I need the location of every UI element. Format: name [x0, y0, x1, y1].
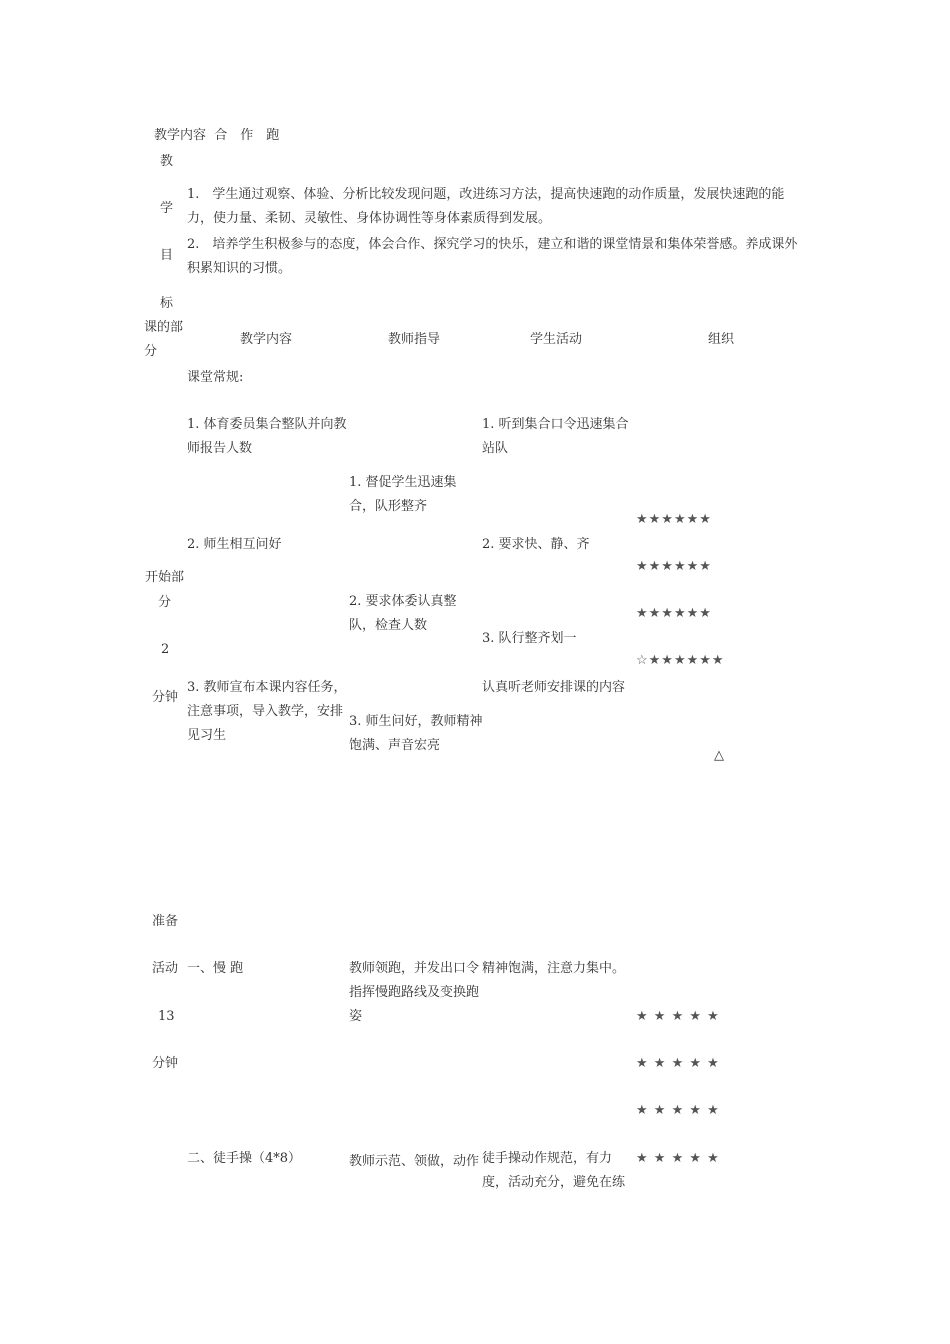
goal-1: 1. 学生通过观察、体验、分析比较发现问题，改进练习方法，提高快速跑的动作质量，发展快速跑的能力，使力量、柔韧、灵敏性、身体协调性等身体素质得到发展。 [187, 187, 785, 226]
goal-label-3: 目 [160, 248, 174, 263]
triangle-marker: △ [714, 748, 724, 763]
title-label: 教学内容 [154, 128, 207, 143]
prep-student-1: 精神饱满，注意力集中。 [482, 961, 626, 976]
start-part-unit: 分钟 [152, 690, 179, 705]
prep-part-label: 准备 [152, 914, 179, 929]
goal-label-2: 学 [160, 201, 174, 216]
prep-part-label: 活动 [152, 961, 179, 976]
start-student-3: 3. 队行整齐划一 [482, 631, 577, 646]
formation-row: ★ ★ ★ ★ ★ [636, 1151, 720, 1166]
prep-teacher-1: 教师领跑，并发出口令指挥慢跑路线及变换跑姿 [349, 961, 480, 1024]
prep-item-2: 二、徒手操（4*8） [187, 1151, 302, 1166]
header-part: 课的部分 [144, 320, 184, 359]
formation-row: ★ ★ ★ ★ ★ [636, 1056, 720, 1071]
header-org: 组织 [708, 332, 735, 347]
goal-2: 2. 培养学生积极参与的态度，体会合作、探究学习的快乐，建立和谐的课堂情景和集体荣誉感。养成课外积累知识的习惯。 [187, 237, 798, 276]
start-content-2: 2. 师生相互问好 [187, 537, 282, 552]
start-student-4: 认真听老师安排课的内容 [482, 680, 626, 695]
start-part-label: 开始部 [145, 570, 185, 585]
prep-student-2: 徒手操动作规范，有力度，活动充分，避免在练 [482, 1151, 626, 1190]
formation-row: ★★★★★★ [636, 512, 712, 527]
header-content: 教学内容 [240, 332, 293, 347]
start-content-1: 1. 体育委员集合整队并向教师报告人数 [187, 417, 347, 456]
header-student: 学生活动 [530, 332, 583, 347]
goal-label-4: 标 [160, 296, 174, 311]
lesson-title [154, 124, 279, 148]
prep-part-duration: 13 [158, 1009, 175, 1024]
start-teacher-2: 2. 要求体委认真整队，检查人数 [349, 594, 457, 633]
formation-row: ★ ★ ★ ★ ★ [636, 1103, 720, 1118]
formation-row: ★★★★★★ [636, 606, 712, 621]
formation-row: ★ ★ ★ ★ ★ [636, 1009, 720, 1024]
prep-part-unit: 分钟 [152, 1056, 179, 1071]
start-teacher-1: 1. 督促学生迅速集合，队形整齐 [349, 475, 457, 514]
prep-item-1: 一、慢 跑 [187, 961, 244, 976]
start-part-duration: 2 [161, 642, 170, 657]
header-teacher: 教师指导 [388, 332, 441, 347]
title-content: 合 作 跑 [214, 128, 280, 143]
prep-teacher-2: 教师示范、领做，动作 [349, 1154, 480, 1169]
routine-label: 课堂常规: [187, 370, 244, 385]
start-part-label: 分 [158, 595, 172, 610]
goal-label-1: 教 [160, 154, 174, 169]
start-student-2: 2. 要求快、静、齐 [482, 537, 590, 552]
start-teacher-3: 3. 师生问好，教师精神饱满、声音宏亮 [349, 714, 483, 753]
start-student-1: 1. 听到集合口令迅速集合站队 [482, 417, 629, 456]
start-content-3: 3. 教师宣布本课内容任务，注意事项，导入教学，安排见习生 [187, 680, 347, 743]
formation-row: ★★★★★★ [636, 559, 712, 574]
formation-row-teacher: ☆★★★★★★ [636, 653, 725, 668]
